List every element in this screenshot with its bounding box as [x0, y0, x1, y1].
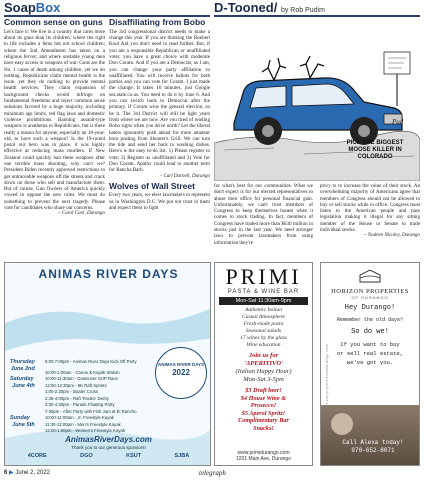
footer-divider: ▶ [9, 470, 14, 476]
page-footer [4, 469, 420, 480]
schedule-item: 7:30pm - After Party with Fish Jam at El Rancho [45, 408, 137, 414]
headline-common-sense: Common sense on guns [4, 18, 103, 27]
letter-wolves-end [320, 183, 420, 259]
horizon-brand: HORIZON PROPERTIES [331, 288, 409, 295]
animas-brand: ANIMAS RIVER DAYS [38, 267, 179, 281]
page-number: 6 [4, 470, 8, 476]
letter-body: privy to to increase the value of their stock. An overwhelming majority of Americans agree that members of Congress should not be allowed to buy or sell stocks while in office. Congress must listen to the American people and pass legislation making it illegal for any sitting member of the House or Senate to trade individual stocks. [320, 183, 420, 234]
letter-body: Let's face it: We live in a country that cares more about its guns than its children; where the right to life includes a fetus but not school children; where the 2nd Amendment has taken on a religious fervor; and where unstable young men have easy access to weapons of war. Guns are the No. 1 cause of death among children, yet we do nothing. Republicans claim mental health is the issue, yet they do nothing to provide mental health services. They claim expansion of background checks would infringe on fundamental freedoms and reject common sense solutions favored by a huge majority, including minimum age limits, red flag laws and domestic violence prohibitions. Banning assault-type weapons is anathema to Republicans, but is there really a reason for anyone, especially an 18-year-old, to have such a weapon? Is the 19-round pistol our hero was in place, it was highly effective at reducing mass murders. If New Zealand could quickly ban these weapons after one terrible mass shooting, why can't we? President Biden recently approved restrictions to get untraceable weapons off the streets and crack down on those who sell and manufacture them. But of course, Gun Owners of America quickly vowed to oppose the new rules. We must do something to prevent the next tragedy. Please vote for candidates who share our concerns. [4, 28, 105, 212]
dtooned-title: D-Tooned/ by Rob Pudim [214, 0, 325, 15]
sponsors-thanks: Thank you to our generous sponsors! [71, 445, 146, 450]
river-days-badge: ANIMAS RIVER DAYS 2022 [155, 347, 207, 399]
feature-item: Wine education [246, 342, 281, 348]
schedule-item: 11:30-12:00pm - Men's Freestyle Kayak [45, 421, 121, 427]
event-days: Thursday June 2nd Saturday June 4th Sunday June 5th [10, 359, 35, 428]
dtooned-rule [214, 15, 420, 17]
sponsor-logos [11, 453, 206, 459]
primi-features [215, 307, 312, 349]
feature-item: Seasonal salads [245, 328, 282, 334]
paper-name: telegraph [199, 469, 226, 477]
schedule-item: 1:00-2:30pm - Boater Cross [45, 389, 99, 394]
primi-hours: Mon-Sat 11:30am-9pm [219, 297, 308, 305]
letter-body: for what's best for our communities. What we don't expect is for our elected representatives to abuse their office for personal financial gain. Unfortunately, we can't trust members of Congress to keep themselves honest when it comes to stock trading. In fact, members of Congress have traded more than $630 million in stocks just in the last year. We need stronger laws to prevent lawmakers from using information they're [214, 183, 313, 246]
letter-signature: – Carl Darnell, Durango [159, 173, 210, 179]
horizon-message: Hey Durango! Remember the old days? So do we! If you want to buy or sell real estate, we've got you. [336, 304, 403, 366]
primi-contact [215, 450, 312, 462]
horizon-cta [329, 439, 417, 455]
feature-item: 17 wines by the glass [240, 335, 287, 341]
schedule-list [45, 359, 165, 435]
sponsor-logo: SJBA [174, 453, 190, 459]
issue-date: June 2, 2022 [15, 470, 51, 476]
schedule-item: 2:45-4:00pm - Raft 'Rodeo' Derby [45, 395, 109, 401]
schedule-item: 5:00-7:00pm - Animas River Days Kick Off Party [45, 359, 137, 364]
house-icon [358, 269, 382, 283]
letter-common-sense [4, 18, 105, 259]
primi-logo: PRIMI [225, 264, 302, 289]
letter-signature: – Carol Core, Durango [58, 211, 105, 217]
cartoon-signature: Pud [392, 118, 404, 126]
sponsor-logo: 4CORE [27, 453, 47, 459]
ad-primi [214, 262, 313, 466]
soapbox-rule [4, 15, 210, 17]
cartoon-caption: PICK THE BIGGEST MOOSE KILLER IN COLORADO [346, 140, 404, 160]
sponsor-logo: DGO [80, 453, 93, 459]
aperitivo-promo: Join us for 'APERITIVO' (Italian Happy Hour) Mon-Sat 3-5pm [235, 352, 292, 383]
primi-subtitle: PASTA & WINE BAR [227, 289, 300, 295]
feature-item: Authentic Italian [244, 307, 283, 313]
letter-disaffiliating [109, 18, 210, 259]
horizon-logo [321, 269, 419, 288]
primi-address: 1201 Main Ave, Durango [236, 456, 291, 462]
soapbox-title: SoapBox [4, 0, 61, 15]
schedule-item: 10:00-1:00am - Canoe & Kayak Slalom [45, 369, 120, 375]
feature-item: Casual Atmosphere [242, 314, 285, 320]
animas-website-link[interactable]: AnimasRiverDays.com [65, 435, 152, 444]
horizon-brand-sub: OF DURANGO [351, 295, 389, 300]
sponsor-logo: KSUT [126, 453, 142, 459]
horizon-photo [321, 405, 419, 465]
schedule-item: 12:00-12:30pm - 5K Raft Sprints [45, 382, 107, 388]
cartoon-panel [214, 18, 420, 181]
ad-horizon-properties [320, 262, 420, 466]
feature-item: Fresh-made pasta [243, 321, 284, 327]
call-alexa-text: Call Alexa today! [342, 439, 404, 446]
ad-animas-river-days [4, 262, 211, 466]
happy-hour-deals: $3 Draft beer! $4 House Wine & Prosecco! $5 Aperol Spritz! Complimentary Bar Snacks! [238, 387, 289, 432]
headline-wolves: Wolves of Wall Street [109, 180, 195, 191]
schedule-item: 10:00-11:30am - Downriver SUP Race [45, 376, 118, 381]
schedule-item: 3:30-4:30pm - Parade Floating Party [45, 402, 115, 407]
letter-body-wolves: Every two years, we elect lawmakers to represent us in Washington D.C. We put our trust in them and expect them to fight [109, 192, 210, 211]
letter-signature: – Nadeen Nicoley, Durango [364, 233, 420, 239]
horizon-side-url[interactable]: horizonpropertiesofdurango.com [325, 343, 329, 409]
phone-link[interactable]: 970-652-8071 [351, 447, 395, 454]
schedule-item: 12:00-1:00pm - Women's Freestyle Kayak [45, 428, 126, 433]
letter-body: The 3rd congressional district needs to make a change this year. If you are thinking the Boebert Kool Aid you don't need to read further. But, if you are a responsible Republican or unaffiliated voter, you have a great choice with moderate Don Coram. And if you are a Democrat, as I am, you can change your party affiliation to unaffiliated. You will receive ballots for both parties and you can vote for Coram. I just made the change. It takes 10 minutes, just Google sos.state.co.us. You need to do it by June 6. And you can switch back to Democrat after the primary. If Coram wins the general election, so be it. The 3rd District will still be light years from where we are now. Are you tired of reading Bobo signs when you drive north? Let the liberal haters ignorantly push ahead for more amateur hour posting from Shooter's Grill. We can turn the tide and send her back to washing dishes. Here's is the easy to-do list. 1) Please register to vote; 2) Register as unaffiliated and 3) Vote for Don Coram. Apathy could lead to another term for Rancha Barb. [109, 28, 210, 174]
headline-disaffiliating: Disaffiliating from Bobo [109, 18, 206, 27]
primi-website-link[interactable]: www.primidurango.com [237, 450, 290, 456]
agent-avatar [331, 413, 353, 435]
letter-wolves-cont [214, 183, 313, 259]
schedule-item: 10:00-11:00am - Jr. Freestyle Kayak [45, 415, 114, 420]
